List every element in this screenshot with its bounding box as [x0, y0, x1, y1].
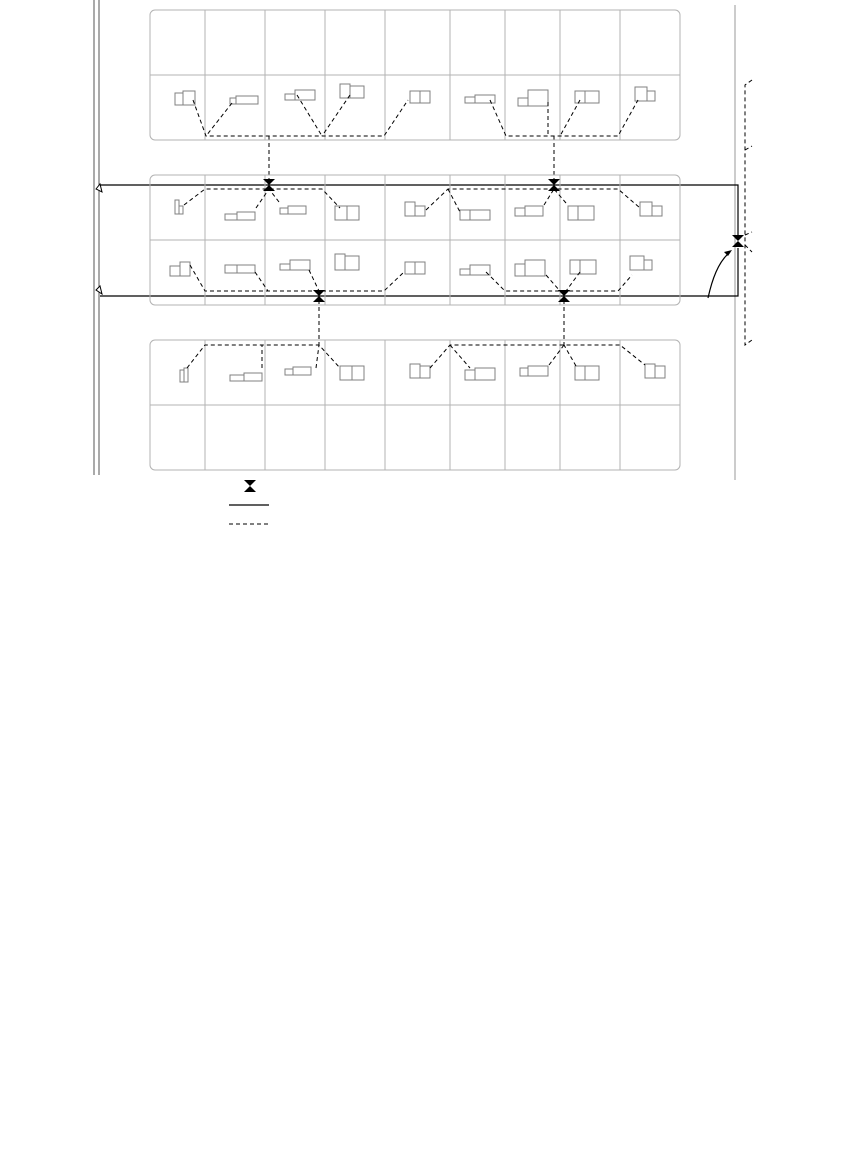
block-top-1-units [175, 84, 655, 106]
room-unit [460, 265, 490, 275]
room-unit [340, 366, 364, 380]
room-unit [180, 368, 188, 382]
room-unit [230, 96, 258, 104]
room-unit [630, 256, 652, 270]
room-unit [405, 202, 425, 216]
right-dashed-branch [745, 80, 752, 345]
legend [229, 480, 269, 524]
room-unit [335, 254, 359, 270]
branch-network-top [193, 95, 638, 136]
block-middle [150, 175, 680, 305]
legend-valve-symbol [244, 480, 256, 492]
room-unit [405, 262, 425, 274]
valve-icon [732, 235, 744, 247]
room-unit [568, 206, 594, 220]
block-middle-1-units [175, 200, 662, 220]
room-unit [515, 260, 545, 276]
room-unit [640, 202, 662, 216]
room-unit [410, 364, 430, 378]
room-unit [225, 212, 255, 220]
block-top [150, 10, 680, 140]
room-unit [570, 260, 596, 274]
room-unit [285, 90, 315, 100]
room-unit [175, 200, 183, 214]
room-unit [460, 210, 490, 220]
room-unit [285, 367, 311, 375]
room-unit [340, 84, 364, 98]
room-unit [575, 366, 599, 380]
room-unit [175, 91, 195, 105]
building-blocks [150, 10, 680, 470]
block-bottom [150, 340, 680, 470]
block-bottom-1-units [180, 364, 665, 382]
room-unit [515, 206, 543, 216]
room-unit [280, 206, 306, 214]
room-unit [280, 260, 310, 270]
room-unit [335, 206, 359, 220]
room-unit [410, 91, 430, 103]
room-unit [575, 91, 599, 103]
branch-network-middle-lower [190, 265, 632, 291]
room-unit [518, 90, 548, 106]
room-unit [635, 87, 655, 101]
branch-network-middle-upper [184, 189, 640, 212]
room-unit [645, 364, 665, 378]
arrow-curve-head [724, 250, 732, 256]
branch-network-bottom [187, 345, 645, 368]
room-unit [225, 265, 255, 273]
room-unit [230, 373, 262, 381]
room-unit [520, 366, 548, 376]
room-unit [170, 262, 190, 276]
room-unit [465, 368, 495, 380]
